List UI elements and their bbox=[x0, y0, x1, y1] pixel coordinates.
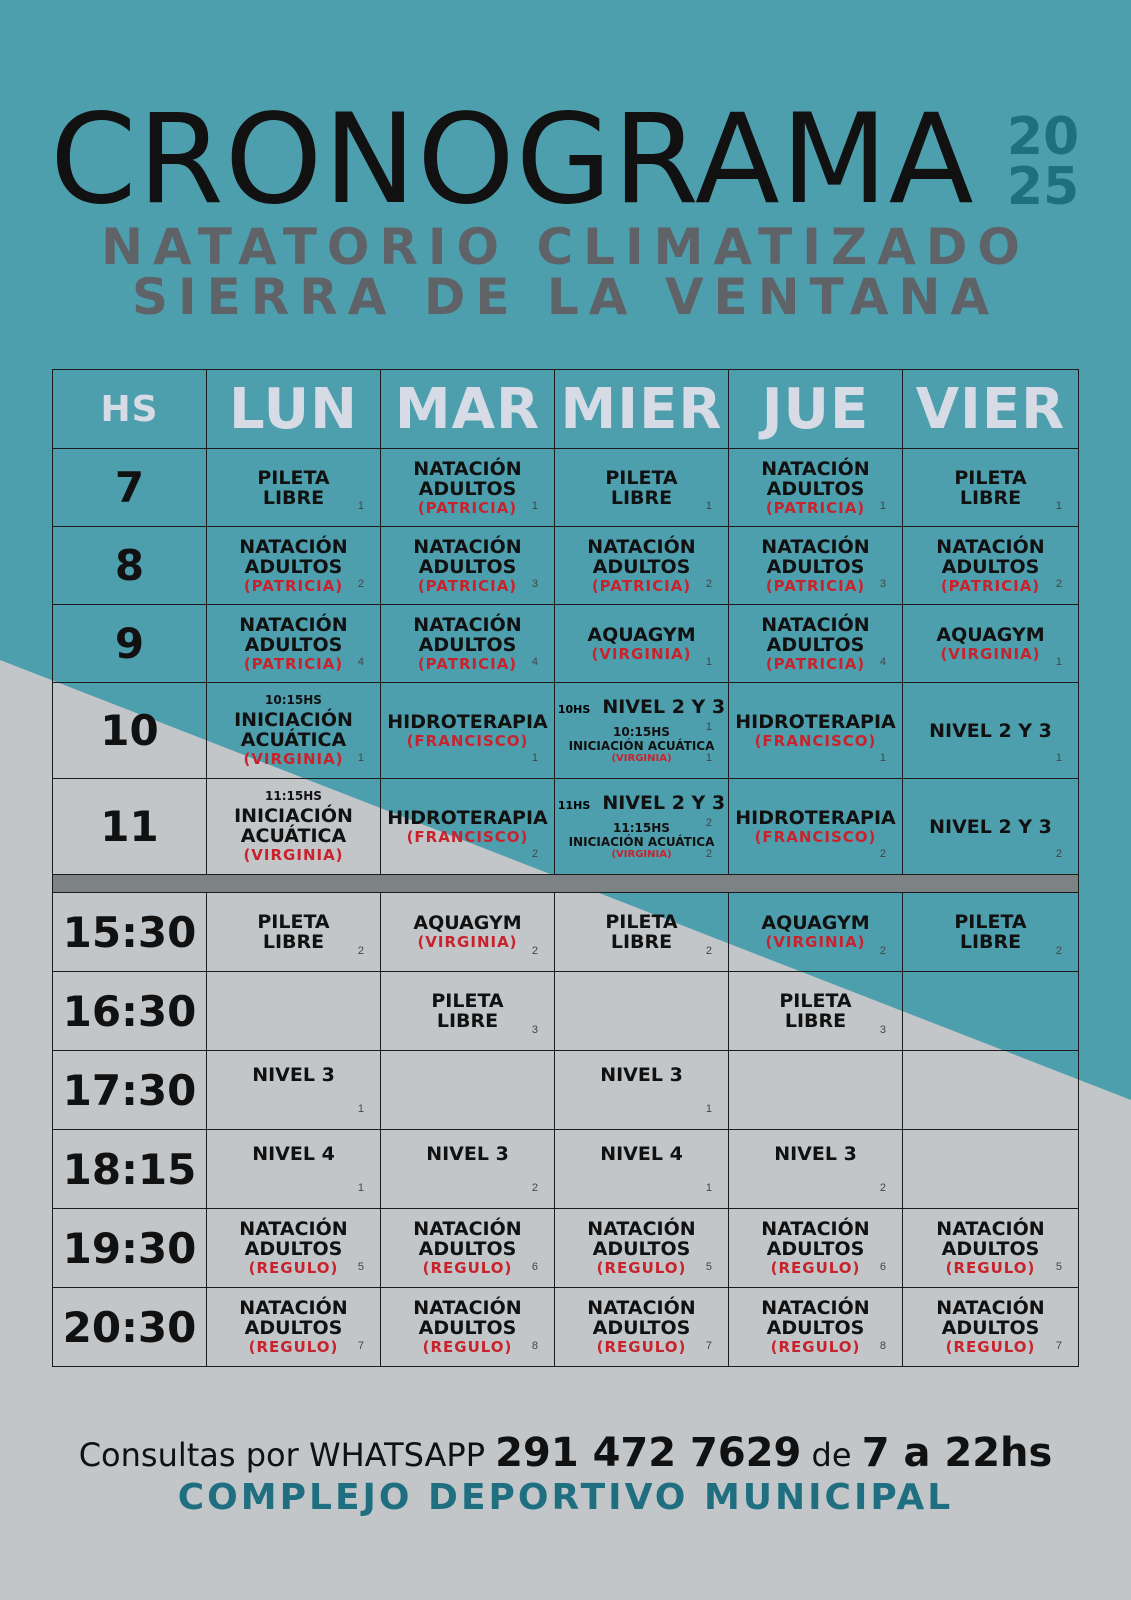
instructor-name: (VIRGINIA) bbox=[940, 644, 1041, 663]
subtitle-location: SIERRA DE LA VENTANA bbox=[131, 268, 1000, 326]
group-number: 5 bbox=[1055, 1261, 1062, 1273]
group-number: 1 bbox=[1055, 656, 1062, 668]
schedule-cell bbox=[207, 1209, 381, 1288]
instructor-name: (VIRGINIA) bbox=[243, 846, 344, 864]
activity-name: INICIACIÓN bbox=[234, 805, 353, 827]
schedule-cell bbox=[381, 972, 555, 1051]
activity-name: ADULTOS bbox=[418, 555, 517, 578]
schedule-cell bbox=[729, 527, 903, 605]
schedule-cell bbox=[207, 1130, 381, 1209]
activity-name: ADULTOS bbox=[766, 477, 865, 500]
group-number: 1 bbox=[1055, 752, 1062, 764]
activity-name: ADULTOS bbox=[941, 1317, 1040, 1339]
schedule-cell bbox=[903, 449, 1079, 527]
group-number: 1 bbox=[879, 500, 886, 512]
schedule-cell bbox=[555, 972, 729, 1051]
instructor-name: (REGULO) bbox=[248, 1259, 339, 1277]
group-number: 2 bbox=[357, 578, 364, 590]
header bbox=[0, 0, 1131, 340]
schedule-cell bbox=[207, 683, 381, 779]
group-number: 1 bbox=[357, 1103, 364, 1115]
activity-name: NATACIÓN bbox=[936, 1218, 1045, 1240]
instructor-name: (FRANCISCO) bbox=[406, 827, 529, 846]
activity-name: AQUAGYM bbox=[587, 623, 696, 646]
schedule-cell bbox=[207, 605, 381, 683]
group-number: 1 bbox=[879, 752, 886, 764]
activity-name: NATACIÓN bbox=[413, 457, 522, 480]
table-row bbox=[53, 893, 1079, 972]
table-row bbox=[53, 1130, 1079, 1209]
schedule-cell bbox=[903, 1051, 1079, 1130]
schedule-cell bbox=[903, 1209, 1079, 1288]
year-badge bbox=[1002, 107, 1084, 217]
activity-name: NATACIÓN bbox=[587, 535, 696, 558]
instructor-name: (PATRICIA) bbox=[417, 654, 518, 673]
group-number: 1 bbox=[357, 752, 364, 764]
schedule-cell bbox=[729, 1288, 903, 1367]
activity-name: LIBRE bbox=[959, 486, 1022, 509]
schedule-cell bbox=[555, 1288, 729, 1367]
hour-cell: 16:30 bbox=[53, 972, 207, 1051]
group-number: 1 bbox=[705, 1182, 712, 1194]
subtitle-venue: NATATORIO CLIMATIZADO bbox=[101, 218, 1030, 276]
instructor-name: (REGULO) bbox=[770, 1338, 861, 1356]
instructor-name: (FRANCISCO) bbox=[754, 731, 877, 750]
group-number: 1 bbox=[531, 500, 538, 512]
day-header-lun: LUN bbox=[207, 370, 381, 449]
schedule-cell bbox=[381, 1130, 555, 1209]
split-top-activity: NIVEL 2 Y 3 bbox=[602, 791, 726, 814]
activity-name: ACUÁTICA bbox=[240, 729, 347, 751]
schedule-cell bbox=[729, 893, 903, 972]
schedule-cell bbox=[381, 449, 555, 527]
schedule-cell bbox=[903, 527, 1079, 605]
group-number: 6 bbox=[531, 1261, 538, 1273]
activity-name: HIDROTERAPIA bbox=[387, 806, 548, 829]
phone-number: 291 472 7629 bbox=[495, 1430, 802, 1476]
activity-name: NIVEL 2 Y 3 bbox=[929, 815, 1052, 838]
split-sub-time: 11:15HS bbox=[613, 820, 670, 835]
activity-name: NATACIÓN bbox=[239, 613, 348, 636]
split-sub-number: 1 bbox=[705, 752, 712, 764]
schedule-cell bbox=[729, 683, 903, 779]
schedule-cell bbox=[903, 605, 1079, 683]
hour-cell: 11 bbox=[53, 779, 207, 875]
activity-name: ADULTOS bbox=[418, 1317, 517, 1339]
schedule-cell bbox=[381, 779, 555, 875]
activity-name: PILETA bbox=[605, 466, 678, 489]
table-row bbox=[53, 1288, 1079, 1367]
activity-name: NIVEL 3 bbox=[426, 1143, 509, 1165]
activity-name: PILETA bbox=[605, 911, 678, 933]
activity-name: ADULTOS bbox=[418, 477, 517, 500]
activity-name: NATACIÓN bbox=[413, 613, 522, 636]
activity-name: ADULTOS bbox=[766, 633, 865, 656]
activity-name: LIBRE bbox=[784, 1010, 847, 1032]
hour-cell: 10 bbox=[53, 683, 207, 779]
split-top-row bbox=[555, 793, 728, 813]
group-number: 8 bbox=[879, 1340, 886, 1352]
afternoon-rows bbox=[53, 893, 1079, 1367]
split-sub-number: 2 bbox=[705, 848, 712, 860]
activity-name: LIBRE bbox=[436, 1010, 499, 1032]
group-number: 1 bbox=[357, 500, 364, 512]
group-number: 4 bbox=[357, 656, 364, 668]
schedule-cell bbox=[381, 683, 555, 779]
schedule-cell bbox=[555, 779, 729, 875]
group-number: 2 bbox=[531, 848, 538, 860]
instructor-name: (VIRGINIA) bbox=[417, 933, 518, 951]
year-bottom: 25 bbox=[1006, 157, 1080, 217]
activity-name: ADULTOS bbox=[766, 1317, 865, 1339]
morning-rows bbox=[53, 449, 1079, 875]
group-number: 1 bbox=[705, 656, 712, 668]
group-number: 7 bbox=[705, 1340, 712, 1352]
activity-name: LIBRE bbox=[610, 931, 673, 953]
instructor-name: (REGULO) bbox=[422, 1338, 513, 1356]
activity-name: NATACIÓN bbox=[239, 1218, 348, 1240]
instructor-name: (VIRGINIA) bbox=[243, 750, 344, 768]
group-number: 4 bbox=[879, 656, 886, 668]
group-number: 4 bbox=[531, 656, 538, 668]
activity-name: NATACIÓN bbox=[761, 1218, 870, 1240]
group-number: 6 bbox=[879, 1261, 886, 1273]
schedule-cell bbox=[729, 1051, 903, 1130]
activity-name: NIVEL 3 bbox=[252, 1064, 335, 1086]
schedule-cell bbox=[555, 1051, 729, 1130]
contact-line bbox=[0, 1430, 1131, 1476]
schedule-cell bbox=[729, 972, 903, 1051]
group-number: 3 bbox=[879, 578, 886, 590]
schedule-cell bbox=[207, 972, 381, 1051]
activity-name: AQUAGYM bbox=[936, 623, 1045, 646]
year-top: 20 bbox=[1006, 107, 1080, 167]
group-number: 7 bbox=[1055, 1340, 1062, 1352]
instructor-name: (REGULO) bbox=[596, 1338, 687, 1356]
group-number: 2 bbox=[357, 945, 364, 957]
schedule-cell bbox=[729, 605, 903, 683]
schedule-cell bbox=[207, 527, 381, 605]
activity-name: ADULTOS bbox=[244, 1317, 343, 1339]
schedule-cell bbox=[903, 893, 1079, 972]
activity-name: ADULTOS bbox=[766, 555, 865, 578]
activity-name: NATACIÓN bbox=[761, 613, 870, 636]
table-row bbox=[53, 449, 1079, 527]
instructor-name: (PATRICIA) bbox=[243, 576, 344, 595]
instructor-name: (FRANCISCO) bbox=[754, 827, 877, 846]
activity-name: LIBRE bbox=[262, 931, 325, 953]
table-row bbox=[53, 779, 1079, 875]
schedule-cell bbox=[555, 449, 729, 527]
group-number: 1 bbox=[705, 500, 712, 512]
activity-name: AQUAGYM bbox=[413, 912, 522, 934]
activity-name: NIVEL 3 bbox=[774, 1143, 857, 1165]
activity-name: ADULTOS bbox=[766, 1238, 865, 1260]
group-number: 2 bbox=[879, 848, 886, 860]
activity-name: PILETA bbox=[257, 911, 330, 933]
group-number: 3 bbox=[531, 1024, 538, 1036]
schedule-cell bbox=[729, 1130, 903, 1209]
split-sub-activity: INICIACIÓN ACUÁTICA bbox=[568, 834, 715, 849]
table-row bbox=[53, 1209, 1079, 1288]
instructor-name: (PATRICIA) bbox=[765, 654, 866, 673]
group-number: 1 bbox=[705, 1103, 712, 1115]
contact-de: de bbox=[811, 1436, 852, 1474]
day-header-vier: VIER bbox=[903, 370, 1079, 449]
activity-name: NATACIÓN bbox=[936, 535, 1045, 558]
group-number: 2 bbox=[1055, 945, 1062, 957]
activity-name: ADULTOS bbox=[592, 1317, 691, 1339]
activity-name: ADULTOS bbox=[418, 1238, 517, 1260]
activity-name: NATACIÓN bbox=[239, 1297, 348, 1319]
instructor-name: (REGULO) bbox=[770, 1259, 861, 1277]
split-sub-activity: INICIACIÓN ACUÁTICA bbox=[568, 738, 715, 753]
schedule-cell bbox=[381, 527, 555, 605]
hours-header: HS bbox=[53, 370, 207, 449]
schedule-cell bbox=[729, 449, 903, 527]
activity-name: HIDROTERAPIA bbox=[735, 710, 896, 733]
schedule-cell bbox=[207, 893, 381, 972]
day-header-mier: MIER bbox=[555, 370, 729, 449]
activity-name: NIVEL 4 bbox=[600, 1143, 683, 1165]
instructor-name: (PATRICIA) bbox=[940, 576, 1041, 595]
instructor-name: (REGULO) bbox=[596, 1259, 687, 1277]
activity-name: LIBRE bbox=[262, 486, 325, 509]
schedule-cell bbox=[207, 779, 381, 875]
hour-cell: 18:15 bbox=[53, 1130, 207, 1209]
split-sub-time: 10:15HS bbox=[613, 724, 670, 739]
instructor-name: (REGULO) bbox=[422, 1259, 513, 1277]
schedule-cell bbox=[555, 1130, 729, 1209]
activity-name: PILETA bbox=[257, 466, 330, 489]
day-header-jue: JUE bbox=[729, 370, 903, 449]
table-row bbox=[53, 683, 1079, 779]
activity-name: AQUAGYM bbox=[761, 912, 870, 934]
activity-name: NIVEL 3 bbox=[600, 1064, 683, 1086]
schedule-cell bbox=[381, 605, 555, 683]
activity-name: INICIACIÓN bbox=[234, 709, 353, 731]
activity-name: NIVEL 2 Y 3 bbox=[929, 719, 1052, 742]
activity-name: HIDROTERAPIA bbox=[735, 806, 896, 829]
activity-name: LIBRE bbox=[610, 486, 673, 509]
schedule-cell bbox=[207, 449, 381, 527]
schedule-table bbox=[52, 369, 1079, 1367]
group-number: 1 bbox=[357, 1182, 364, 1194]
split-top-activity: NIVEL 2 Y 3 bbox=[602, 695, 726, 718]
schedule-cell bbox=[555, 527, 729, 605]
schedule-cell bbox=[381, 1209, 555, 1288]
hour-cell: 15:30 bbox=[53, 893, 207, 972]
group-number: 5 bbox=[705, 1261, 712, 1273]
hour-cell: 17:30 bbox=[53, 1051, 207, 1130]
schedule-cell bbox=[207, 1051, 381, 1130]
activity-name: ADULTOS bbox=[941, 1238, 1040, 1260]
schedule-cell bbox=[381, 1288, 555, 1367]
group-number: 5 bbox=[357, 1261, 364, 1273]
group-number: 2 bbox=[705, 945, 712, 957]
instructor-name: (PATRICIA) bbox=[243, 654, 344, 673]
instructor-name: (REGULO) bbox=[945, 1338, 1036, 1356]
activity-name: NATACIÓN bbox=[761, 1297, 870, 1319]
group-number: 2 bbox=[531, 1182, 538, 1194]
activity-name: NATACIÓN bbox=[587, 1218, 696, 1240]
instructor-name: (REGULO) bbox=[248, 1338, 339, 1356]
split-top-number: 1 bbox=[705, 721, 712, 733]
day-header-mar: MAR bbox=[381, 370, 555, 449]
split-sub-instructor: (VIRGINIA) bbox=[611, 848, 672, 860]
activity-name: ACUÁTICA bbox=[240, 825, 347, 847]
activity-name: HIDROTERAPIA bbox=[387, 710, 548, 733]
group-number: 1 bbox=[531, 752, 538, 764]
activity-name: ADULTOS bbox=[244, 633, 343, 656]
group-number: 8 bbox=[531, 1340, 538, 1352]
schedule-cell bbox=[903, 779, 1079, 875]
instructor-name: (PATRICIA) bbox=[417, 498, 518, 517]
table-row bbox=[53, 1051, 1079, 1130]
activity-name: NATACIÓN bbox=[413, 1297, 522, 1319]
hour-cell: 8 bbox=[53, 527, 207, 605]
group-number: 3 bbox=[879, 1024, 886, 1036]
instructor-name: (PATRICIA) bbox=[591, 576, 692, 595]
group-number: 7 bbox=[357, 1340, 364, 1352]
activity-name: ADULTOS bbox=[941, 555, 1040, 578]
schedule-cell bbox=[381, 893, 555, 972]
activity-name: NATACIÓN bbox=[239, 535, 348, 558]
activity-name: LIBRE bbox=[959, 931, 1022, 953]
instructor-name: (PATRICIA) bbox=[417, 576, 518, 595]
schedule-cell bbox=[207, 1288, 381, 1367]
activity-name: NATACIÓN bbox=[761, 535, 870, 558]
hour-cell: 7 bbox=[53, 449, 207, 527]
instructor-name: (PATRICIA) bbox=[765, 498, 866, 517]
hour-cell: 19:30 bbox=[53, 1209, 207, 1288]
separator bbox=[53, 875, 1079, 893]
group-number: 1 bbox=[1055, 500, 1062, 512]
schedule-cell bbox=[903, 972, 1079, 1051]
activity-name: NATACIÓN bbox=[587, 1297, 696, 1319]
activity-name: PILETA bbox=[954, 466, 1027, 489]
group-number: 2 bbox=[1055, 578, 1062, 590]
group-number: 2 bbox=[705, 578, 712, 590]
instructor-name: (REGULO) bbox=[945, 1259, 1036, 1277]
activity-name: ADULTOS bbox=[244, 555, 343, 578]
split-sub-instructor: (VIRGINIA) bbox=[611, 752, 672, 764]
activity-name: ADULTOS bbox=[592, 555, 691, 578]
activity-name: PILETA bbox=[954, 911, 1027, 933]
group-number: 2 bbox=[1055, 848, 1062, 860]
activity-name: PILETA bbox=[431, 990, 504, 1012]
schedule-cell bbox=[729, 779, 903, 875]
contact-hours: 7 a 22hs bbox=[861, 1430, 1053, 1476]
activity-time: 11:15HS bbox=[265, 789, 322, 803]
schedule-cell bbox=[555, 1209, 729, 1288]
activity-name: ADULTOS bbox=[592, 1238, 691, 1260]
activity-name: NATACIÓN bbox=[413, 535, 522, 558]
page-title: CRONOGRAMA bbox=[50, 88, 975, 232]
group-number: 2 bbox=[879, 1182, 886, 1194]
schedule-cell bbox=[903, 1288, 1079, 1367]
activity-name: NATACIÓN bbox=[761, 457, 870, 480]
table-row bbox=[53, 605, 1079, 683]
schedule-cell bbox=[903, 1130, 1079, 1209]
schedule-cell bbox=[555, 893, 729, 972]
schedule-cell bbox=[381, 1051, 555, 1130]
schedule-cell bbox=[729, 1209, 903, 1288]
activity-name: NATACIÓN bbox=[413, 1218, 522, 1240]
instructor-name: (VIRGINIA) bbox=[591, 644, 692, 663]
split-top-time: 11HS bbox=[557, 798, 591, 812]
instructor-name: (FRANCISCO) bbox=[406, 731, 529, 750]
schedule-cell bbox=[555, 683, 729, 779]
schedule-cell bbox=[555, 605, 729, 683]
instructor-name: (VIRGINIA) bbox=[765, 933, 866, 951]
split-top-number: 2 bbox=[705, 817, 712, 829]
activity-time: 10:15HS bbox=[265, 693, 322, 707]
split-top-row bbox=[555, 697, 728, 717]
hour-cell: 9 bbox=[53, 605, 207, 683]
activity-name: NIVEL 4 bbox=[252, 1143, 335, 1165]
table-row bbox=[53, 972, 1079, 1051]
schedule-cell bbox=[903, 683, 1079, 779]
group-number: 2 bbox=[531, 945, 538, 957]
group-number: 2 bbox=[879, 945, 886, 957]
break-separator bbox=[53, 875, 1079, 893]
instructor-name: (PATRICIA) bbox=[765, 576, 866, 595]
table-row bbox=[53, 527, 1079, 605]
group-number: 3 bbox=[531, 578, 538, 590]
hour-cell: 20:30 bbox=[53, 1288, 207, 1367]
activity-name: ADULTOS bbox=[418, 633, 517, 656]
activity-name: NATACIÓN bbox=[936, 1297, 1045, 1319]
split-top-time: 10HS bbox=[557, 702, 591, 716]
organization-name: COMPLEJO DEPORTIVO MUNICIPAL bbox=[177, 1477, 954, 1518]
contact-prefix: Consultas por WHATSAPP bbox=[78, 1436, 485, 1474]
activity-name: PILETA bbox=[779, 990, 852, 1012]
activity-name: ADULTOS bbox=[244, 1238, 343, 1260]
